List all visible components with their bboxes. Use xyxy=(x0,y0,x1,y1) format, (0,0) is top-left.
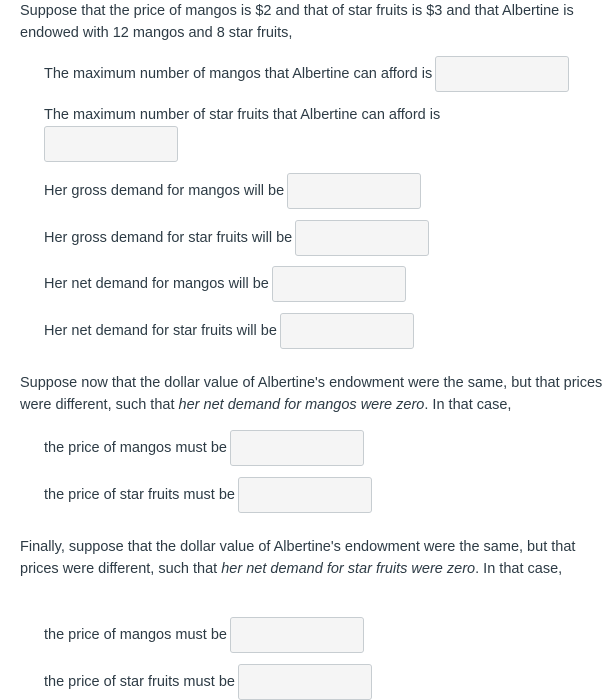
p2-price-mangos-input[interactable] xyxy=(230,430,364,466)
max-mangos-label: The maximum number of mangos that Albertine can afford is xyxy=(44,66,433,82)
gross-star-row xyxy=(44,220,429,256)
p2-price-mangos-row xyxy=(44,430,364,466)
max-mangos-row xyxy=(44,56,569,92)
p3-price-mangos-label: the price of mangos must be xyxy=(44,627,227,643)
part2-intro xyxy=(20,372,605,416)
p2-price-star-row xyxy=(44,477,372,513)
gross-mangos-label: Her gross demand for mangos will be xyxy=(44,183,285,199)
net-mangos-label: Her net demand for mangos will be xyxy=(44,276,269,292)
p3-price-star-row xyxy=(44,664,372,700)
p3-price-star-input[interactable] xyxy=(238,664,372,700)
p2-price-star-input[interactable] xyxy=(238,477,372,513)
intro-text: Suppose that the price of mangos is $2 and that of star fruits is $3 and that Albertine is endowed with 12 mangos and 8 star fruits, xyxy=(20,3,574,41)
part3-intro-before: Finally, suppose that the dollar value of Albertine's endowment were the same, but that prices were different, such that xyxy=(20,539,576,577)
gross-star-label: Her gross demand for star fruits will be xyxy=(44,230,293,246)
part3-intro xyxy=(20,536,605,580)
gross-mangos-row xyxy=(44,173,421,209)
p3-price-mangos-row xyxy=(44,617,364,653)
part2-intro-before: Suppose now that the dollar value of Albertine's endowment were the same, but that prices were different, such that xyxy=(20,375,603,413)
gross-star-input[interactable] xyxy=(295,220,429,256)
max-star-label: The maximum number of star fruits that Albertine can afford is xyxy=(44,107,441,123)
net-mangos-input[interactable] xyxy=(272,266,406,302)
gross-mangos-input[interactable] xyxy=(287,173,421,209)
net-star-label: Her net demand for star fruits will be xyxy=(44,323,277,339)
net-star-input[interactable] xyxy=(280,313,414,349)
p3-price-star-label: the price of star fruits must be xyxy=(44,674,235,690)
net-star-row xyxy=(44,313,414,349)
p3-price-mangos-input[interactable] xyxy=(230,617,364,653)
p2-price-star-label: the price of star fruits must be xyxy=(44,487,235,503)
net-mangos-row xyxy=(44,266,406,302)
p2-price-mangos-label: the price of mangos must be xyxy=(44,440,227,456)
part2-intro-emphasis: her net demand for mangos were zero xyxy=(178,397,425,413)
max-mangos-input[interactable] xyxy=(435,56,569,92)
part3-intro-after: . In that case, xyxy=(475,561,563,577)
max-star-input[interactable] xyxy=(44,126,178,162)
part2-intro-after: . In that case, xyxy=(424,397,512,413)
part3-intro-emphasis: her net demand for star fruits were zero xyxy=(221,561,476,577)
